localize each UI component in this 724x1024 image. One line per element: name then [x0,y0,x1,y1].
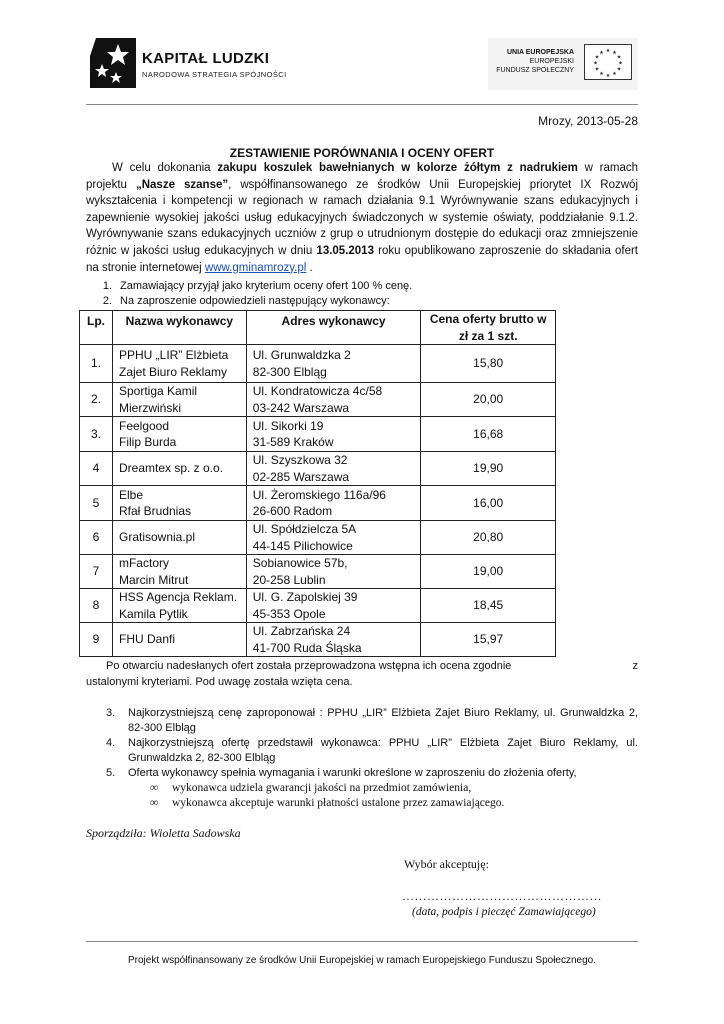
cell-lp-line: 5 [92,495,100,510]
cell-name-line: Feelgood [118,418,170,433]
cell-address [246,589,421,623]
cell-address-line: 41-700 Ruda Śląska [252,640,362,655]
cell-name-line: HSS Agencja Reklam. [118,590,238,604]
header-address: Adres wykonawcy [246,311,421,345]
svg-text:★: ★ [594,66,600,73]
list-item-number: 2. [102,295,112,307]
cell-name-line: PPHU „LIR” Elżbieta [118,348,229,362]
list-item-text: Najkorzystniejszą ofertę przedstawił wykonawca: PPHU „LIR” Elżbieta Zajet Biuro Reklamy, ul. Grunwaldzka 2, 82-300 Elbląg [128,737,638,764]
intro-text-1: W celu dokonania [112,162,218,174]
table-row [80,623,556,657]
cell-name-line: Elbe [118,487,144,502]
cell-price [421,383,556,417]
cell-price [421,521,556,555]
cell-address [246,521,421,555]
cell-name-line: Marcin Mitrut [118,572,189,587]
table-row [80,345,556,383]
cell-lp-line: 4 [92,461,100,476]
cell-lp [80,521,113,555]
cell-price [421,589,556,623]
cell-name-line: Kamila Pytlik [118,606,188,621]
cell-price-line: 20,00 [473,392,504,407]
cell-name-line: Zajet Biuro Reklamy [118,364,228,379]
header-price: Cena oferty brutto w zł za 1 szt. [421,311,556,345]
cell-price-line: 18,45 [473,598,504,613]
intro-bold-project: „Nasze szanse” [135,178,229,191]
bullet-item [150,796,504,811]
header-name: Nazwa wykonawcy [112,311,246,345]
cell-price [421,486,556,521]
cell-address [246,417,421,452]
document-date: Mrozy, 2013-05-28 [538,114,638,128]
header-lp: Lp. [80,311,113,345]
cell-address-line: Ul. Spółdzielcza 5A [252,522,357,536]
cell-address-line: 31-589 Kraków [252,435,334,449]
cell-lp [80,623,113,657]
cell-lp-line: 2. [90,392,101,407]
list-item-text: Na zaproszenie odpowiedzieli następujący wykonawcy: [120,295,390,307]
signature-line: ………………………………………… [402,889,602,903]
svg-text:★: ★ [605,48,611,54]
cell-address-line: Ul. Zabrzańska 24 [252,624,351,638]
svg-text:★: ★ [599,71,604,77]
cell-lp [80,486,113,521]
prepared-by: Sporządziła: Wioletta Sadowska [86,826,241,840]
cell-name [112,345,246,383]
svg-text:★: ★ [616,54,622,61]
eu-flag-icon [584,44,632,80]
cell-price [421,555,556,589]
summary-trailing-z: z [632,660,638,672]
cell-price-line: 15,80 [473,356,504,371]
cell-price [421,623,556,657]
cell-name-line: Mierzwiński [118,400,181,415]
cell-address [246,452,421,486]
website-link[interactable]: www.gminamrozy.pl [204,261,307,274]
cell-address-line: 02-285 Warszawa [252,469,350,484]
cell-price-line: 19,90 [473,461,504,476]
cell-lp [80,555,113,589]
cell-name [112,383,246,417]
cell-price-line: 19,00 [473,564,504,579]
cell-price [421,452,556,486]
cell-name-line: mFactory [118,556,169,570]
intro-text-4: roku opublikowano zaproszenie do składania ofert na stronie internetowej [86,244,638,274]
cell-name [112,589,246,623]
svg-text:★: ★ [605,73,611,79]
cell-lp-line: 1. [90,356,101,371]
table-header-row [80,311,556,345]
cell-address [246,623,421,657]
cell-name-line: Sportiga Kamil [118,384,198,398]
cell-price-line: 16,00 [473,495,504,510]
svg-text:★: ★ [593,60,598,67]
eu-line-2: EUROPEJSKI [529,58,574,65]
list-item-text: Zamawiający przyjął jako kryterium oceny ofert 100 % cenę. [120,280,413,292]
cell-address-line: 82-300 Elbląg [252,364,327,379]
cell-address [246,383,421,417]
infinity-bullet-icon: ∞ [150,782,159,794]
cell-address-line: Ul. Szyszkowa 32 [252,453,348,467]
cell-name [112,521,246,555]
header-divider [86,104,638,105]
cell-name [112,486,246,521]
eu-line-1: UNIA EUROPEJSKA [506,49,574,56]
table-row [80,555,556,589]
svg-text:★: ★ [612,71,617,77]
bullet-text: wykonawca akceptuje warunki płatności ustalone przez zamawiającego. [172,797,505,809]
signature-caption: (data, podpis i pieczęć Zamawiającego) [412,906,596,918]
cell-name-line: Dreamtex sp. z o.o. [118,461,224,476]
cell-name [112,417,246,452]
cell-address [246,345,421,383]
cell-address [246,486,421,521]
svg-text:★: ★ [616,66,622,73]
svg-text:★: ★ [618,60,623,67]
cell-price [421,417,556,452]
cell-address-line: Ul. Kondratowicza 4c/58 [252,384,383,398]
list-item-text: Najkorzystniejszą cenę zaproponował : PPHU „LIR” Elżbieta Zajet Biuro Reklamy, ul. Grunwaldzka 2, 82-300 Elbląg [128,707,638,734]
infinity-bullet-icon: ∞ [150,797,159,809]
bullet-item [150,781,471,796]
cell-lp [80,345,113,383]
intro-text-3: , współfinansowanego ze środków Unii Europejskiej priorytet IX Rozwój wykształcenia i kompetencji w regionach w ramach działania 9.1 Wyrównywanie szans edukacyjnych i zapewnienie wysokiej jakości usług edukacyjnych świadczonych w systemie oświaty, poddziałanie 9.1.2. Wyrównywanie szans edukacyjnych uczniów z grup o utrudnionym dostępie do edukacji oraz zmniejszenie różnic w jakości usług edukacyjnych w dniu [86,178,639,257]
cell-price-line: 20,80 [473,530,504,545]
cell-name-line: Rfał Brudnias [118,504,192,518]
svg-text:★: ★ [594,54,600,61]
cell-lp-line: 9 [92,632,100,647]
cell-lp-line: 3. [90,426,101,441]
list-item [86,766,638,781]
list-item [86,294,638,309]
table-row [80,383,556,417]
table-row [80,452,556,486]
table-row [80,417,556,452]
svg-text:★: ★ [612,50,617,56]
cell-name [112,452,246,486]
list-item [86,706,638,735]
cell-name-line: Filip Burda [118,435,177,449]
eu-line-3: FUNDUSZ SPOŁECZNY [496,67,574,74]
cell-address-line: Ul. Sikorki 19 [252,418,324,433]
cell-address-line: Sobianowice 57b, [252,556,348,570]
cell-address-line: 03-242 Warszawa [252,400,350,415]
cell-address-line: 26-600 Radom [252,504,333,518]
cell-name-line: FHU Danfi [118,632,175,647]
svg-text:★: ★ [599,50,604,56]
document-title: ZESTAWIENIE PORÓWNANIA I OCENY OFERT [229,146,495,160]
cell-address-line: 45-353 Opole [252,606,326,621]
intro-text-2: w ramach projektu [86,162,638,191]
cell-price-line: 16,68 [473,426,504,441]
kapital-ludzki-subtitle: NARODOWA STRATEGIA SPÓJNOŚCI [142,70,287,79]
footer-divider [86,941,638,942]
kapital-ludzki-logo [88,36,138,90]
cell-lp [80,417,113,452]
cell-address-line: Ul. G. Zapolskiej 39 [252,590,358,604]
summary-line-1: Po otwarciu nadesłanych ofert została przeprowadzona wstępna ich ocena zgodnie [106,660,512,672]
offers-table [79,310,556,657]
intro-text-5: . [306,261,313,274]
table-row [80,589,556,623]
list-item-text: Oferta wykonawcy spełnia wymagania i warunki określone w zaproszeniu do złożenia oferty, [128,767,577,779]
summary-paragraph [86,658,638,690]
cell-address-line: Ul. Grunwaldzka 2 [252,348,351,362]
cell-name [112,555,246,589]
list-item [86,279,638,294]
eu-logo-text [496,48,574,75]
intro-bold-date: 13.05.2013 [316,244,374,257]
table-row [80,486,556,521]
cell-lp [80,452,113,486]
cell-name-line: Gratisownia.pl [118,530,196,545]
cell-lp [80,383,113,417]
bullet-text: wykonawca udziela gwarancji jakości na przedmiot zamówienia, [172,782,472,794]
accept-label: Wybór akceptuję: [404,857,489,871]
cell-lp-line: 7 [92,564,100,579]
list-item-number: 5. [106,767,116,779]
summary-line-2: ustalonymi kryteriami. Pod uwagę została wzięta cena. [86,676,353,688]
cell-price-line: 15,97 [473,632,504,647]
list-item [86,736,638,765]
table-row [80,521,556,555]
cell-price [421,345,556,383]
intro-paragraph [86,160,638,276]
cell-name [112,623,246,657]
kapital-ludzki-title: KAPITAŁ LUDZKI [142,50,270,67]
cell-address-line: 20-258 Lublin [252,572,326,587]
cell-address-line: 44-145 Pilichowice [252,538,353,553]
cell-lp-line: 6 [92,530,100,545]
footer-text: Projekt współfinansowany ze środków Unii Europejskiej w ramach Europejskiego Funduszu Społecznego. [127,955,597,966]
cell-lp-line: 8 [92,598,100,613]
list-item-number: 3. [106,707,116,719]
cell-address-line: Ul. Żeromskiego 116a/96 [252,487,386,502]
intro-bold-subject: zakupu koszulek bawełnianych w kolorze żółtym z nadrukiem [217,162,578,174]
cell-address [246,555,421,589]
list-item-number: 1. [102,280,112,292]
list-item-number: 4. [106,737,116,749]
cell-lp [80,589,113,623]
